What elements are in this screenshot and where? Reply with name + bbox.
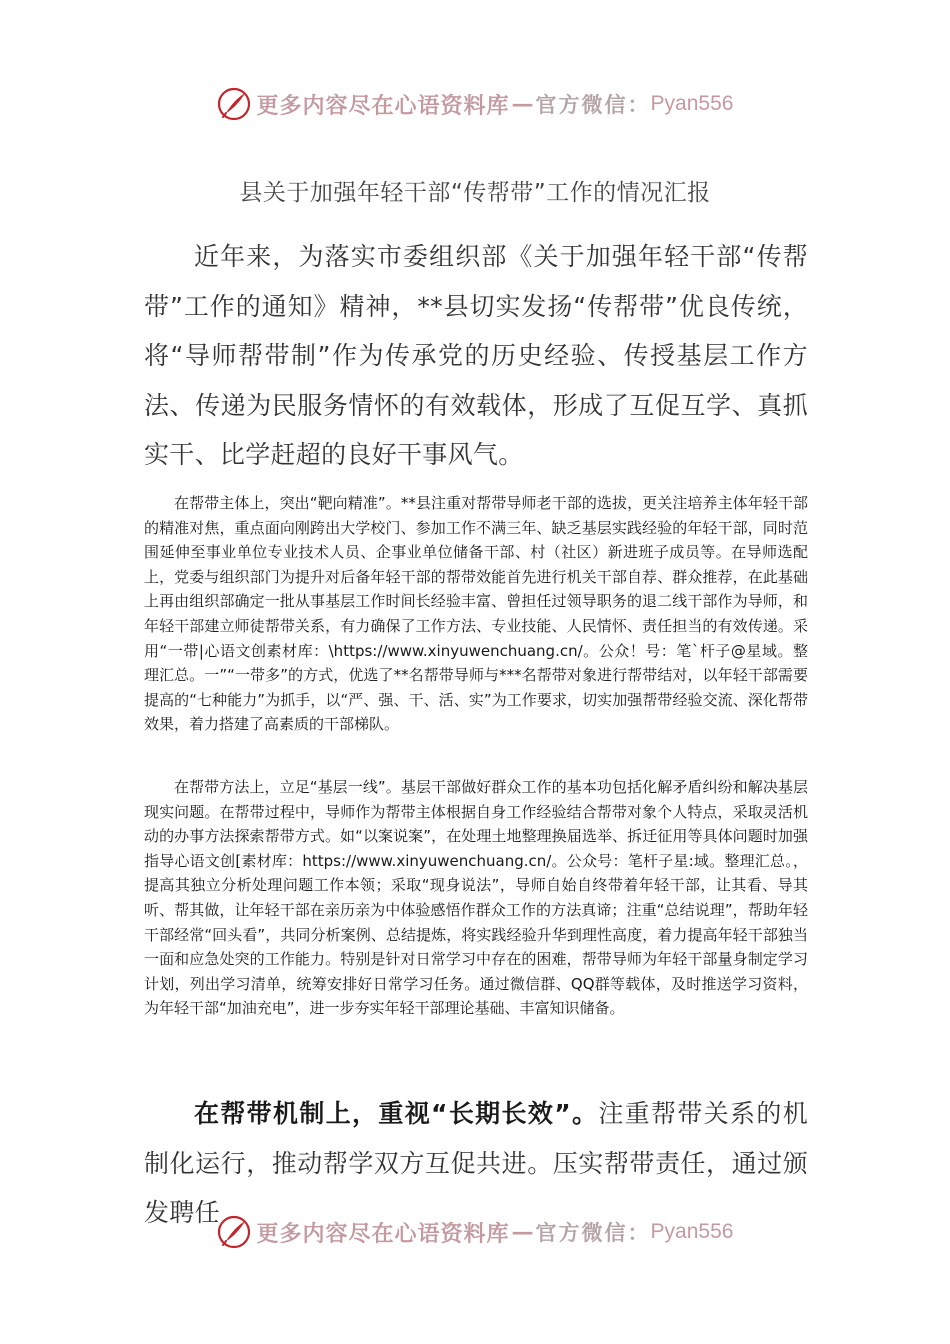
intro-section <box>144 232 808 480</box>
banner-wechat-id: Pyan556 <box>650 1220 734 1243</box>
intro-paragraph: 近年来，为落实市委组织部《关于加强年轻干部“传帮带”工作的通知》精神，**县切实发扬“传帮带”优良传统，将“导师帮带制”作为传承党的历史经验、传授基层工作方法、传递为民服务情怀的有效载体，形成了互促互学、真抓实干、比学赶超的良好干事风气。 <box>144 242 808 469</box>
paragraph-mentor-method: 在帮带方法上，立足“基层一线”。基层干部做好群众工作的基本功包括化解矛盾纠纷和解决基层现实问题。在帮带过程中，导师作为帮带主体根据自身工作经验结合帮带对象个人特点，采取灵活机动的办事方法探索帮带方式。如“以案说案”，在处理土地整理换届选举、拆迁征用等具体问题时加强指导心语文创[素材库：https://www.xinyuwenchuang.cn/。公众号：笔杆子星:域。整理汇总。，提高其独立分析处理问题工作本领；采取“现身说法”，导师自始自终带着年轻干部，让其看、导其听、帮其做，让年轻干部在亲历亲为中体验感悟作群众工作的方法真谛；注重“总结说理”，帮助年轻干部经常“回头看”，共同分析案例、总结提炼，将实践经验升华到理性高度，着力提高年轻干部独当一面和应急处突的工作能力。特别是针对日常学习中存在的困难，帮带导师为年轻干部量身制定学习计划，列出学习清单，统筹安排好日常学习任务。通过微信群、QQ群等载体，及时推送学习资料，为年轻干部“加油充电”，进一步夯实年轻干部理论基础、丰富知识储备。 <box>144 778 808 1018</box>
banner-wechat-label: 官方微信： <box>535 92 651 117</box>
section-mentor-subject <box>144 491 808 737</box>
paragraph-mentor-subject: 在帮带主体上，突出“靶向精准”。**县注重对帮带导师老干部的选拔，更关注培养主体年轻干部的精准对焦，重点面向刚跨出大学校门、参加工作不满三年、缺乏基层实践经验的年轻干部，同时范围延伸至事业单位专业技术人员、企事业单位储备干部、村（社区）新进班子成员等。在导师选配上，党委与组织部门为提升对后备年轻干部的帮带效能首先进行机关干部自荐、群众推荐，在此基础上再由组织部确定一批从事基层工作时间长经验丰富、曾担任过领导职务的退二线干部作为导师，和年轻干部建立师徒帮带关系，有力确保了工作方法、专业技能、人民情怀、责任担当的有效传递。采用“一带|心语文创素材库：\https://www.xinyuwenchuang.cn/。公众！号：笔`杆子@星域。整理汇总。一”“一带多”的方式，优选了**名帮带导师与***名帮带对象进行帮带结对，以年轻干部需要提高的“七种能力”为抓手，以“严、强、干、活、实”为工作要求，切实加强帮带经验交流、深化帮带效果，着力搭建了高素质的干部梯队。 <box>144 494 808 734</box>
section-mentor-method <box>144 775 808 1021</box>
quill-logo-icon <box>217 87 251 121</box>
banner-slogan: 更多内容尽在心语资料库 <box>256 92 510 119</box>
banner-wechat-label: 官方微信： <box>535 1220 651 1245</box>
mechanism-heading: 在帮带机制上，重视“长期长效”。 <box>194 1099 599 1128</box>
quill-logo-icon <box>217 1215 251 1249</box>
banner-wechat-id: Pyan556 <box>650 92 734 115</box>
banner-separator: — <box>511 91 534 117</box>
document-title: 县关于加强年轻干部“传帮带”工作的情况汇报 <box>239 180 711 206</box>
banner-separator: — <box>511 1219 534 1245</box>
footer-banner <box>0 1212 950 1252</box>
mechanism-text: 注重帮带关系的机制化运行，推动帮学双方互促共进。压实帮带责任，通过颁发聘任 <box>144 1099 808 1227</box>
header-banner <box>0 84 950 124</box>
banner-slogan: 更多内容尽在心语资料库 <box>256 1220 510 1247</box>
